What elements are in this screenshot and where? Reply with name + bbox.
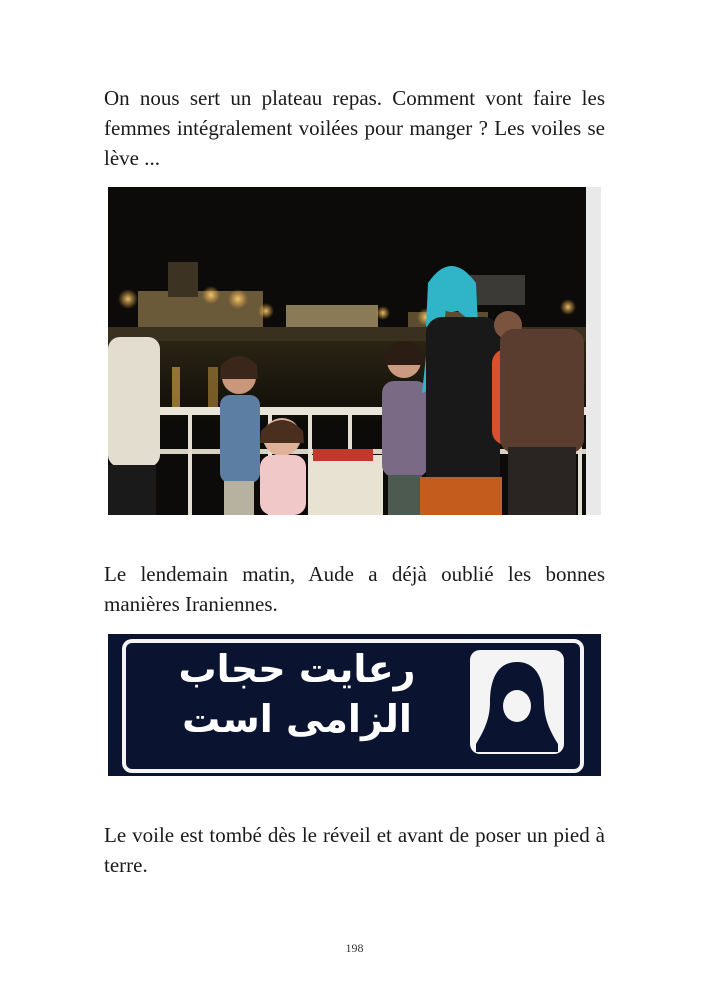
page-number: 198 (345, 941, 364, 955)
sign-text-line-1: رعايت حجاب (178, 647, 416, 691)
sign-text-line-2: الزامی است (182, 697, 412, 741)
photo-family-on-ferry-deck-at-night (108, 187, 601, 515)
veiled-woman-icon (468, 648, 566, 756)
hijab-mandatory-sign (108, 634, 601, 776)
paragraph-meal-tray: On nous sert un plateau repas. Comment vont faire les femmes intégralement voilées pour manger ? Les voiles se lève ... (104, 86, 605, 170)
paragraph-veil-fallen: Le voile est tombé dès le réveil et avant de poser un pied à terre. (104, 823, 605, 877)
paragraph-aude-manners: Le lendemain matin, Aude a déjà oublié les bonnes manières Iraniennes. (104, 562, 605, 616)
sign-persian-text (132, 644, 462, 744)
